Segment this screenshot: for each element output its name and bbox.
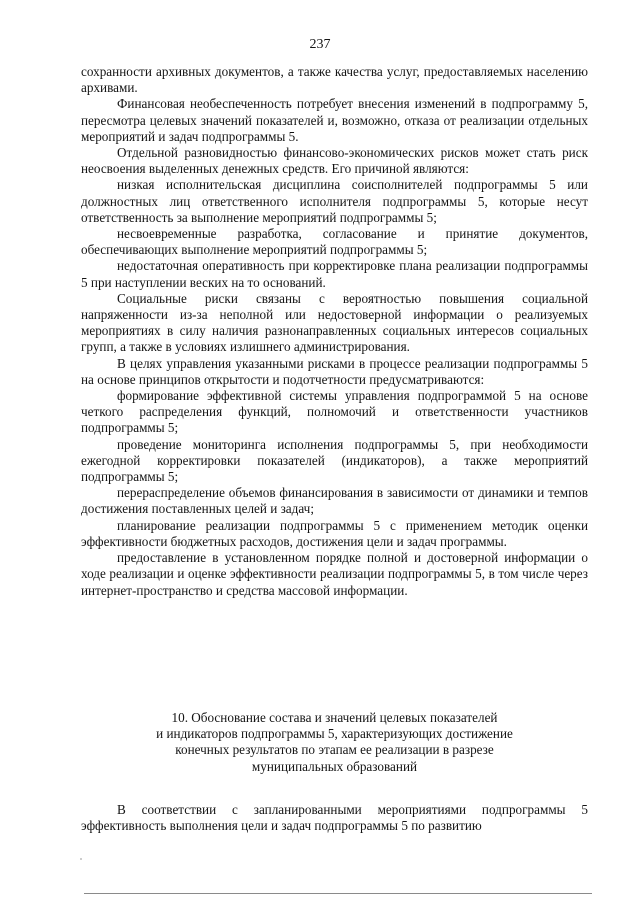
paragraph: недостаточная оперативность при корректировке плана реализации подпрограммы 5 при наступлении веских на то оснований. [81,258,588,290]
bottom-rule [84,893,592,894]
paragraph: проведение мониторинга исполнения подпрограммы 5, при необходимости ежегодной корректировки показателей (индикаторов), а также мероприятий подпрограммы 5; [81,436,588,485]
section-heading-line: муниципальных образований [251,758,418,774]
section-heading-line: 10. Обоснование состава и значений целевых показателей [171,710,498,725]
paragraph: Отдельной разновидностью финансово-экономических рисков может стать риск неосвоения выделенных денежных средств. Его причиной являются: [81,145,588,177]
paragraph: В соответствии с запланированными мероприятиями подпрограммы 5 эффективность выполнения цели и задач подпрограммы 5 по развитию [81,802,588,834]
paragraph: формирование эффективной системы управления подпрограммой 5 на основе четкого распределения функций, полномочий и ответственности участников подпрограммы 5; [81,388,588,436]
paragraph: Финансовая необеспеченность потребует внесения изменений в подпрограмму 5, пересмотра целевых значений показателей и, возможно, отказа от реализации отдельных мероприятий и задач подпрограммы 5. [81,96,588,144]
page-number: 237 [309,37,331,52]
body-text [81,64,588,599]
scan-speck [80,858,82,860]
section-heading-line: и индикаторов подпрограммы 5, характеризующих достижение [156,726,513,742]
paragraph: планирование реализации подпрограммы 5 с применением методик оценки эффективности бюджетных расходов, достижения цели и задач программы. [81,517,588,549]
paragraph: предоставление в установленном порядке полной и достоверной информации о ходе реализации и оценке эффективности реализации подпрограммы 5, в том числе через интернет-пространство и средства массовой информации. [81,550,588,598]
paragraph: сохранности архивных документов, а также качества услуг, предоставляемых населению архивами. [81,64,588,96]
paragraph: В целях управления указанными рисками в процессе реализации подпрограммы 5 на основе принципов открытости и подотчетности предусматриваются: [81,355,588,387]
section-heading-line: конечных результатов по этапам ее реализации в разрезе [175,742,494,758]
paragraph: несвоевременные разработка, согласование и принятие документов, обеспечивающих выполнение мероприятий подпрограммы 5; [81,226,588,258]
section-heading [81,710,588,775]
paragraph: низкая исполнительская дисциплина соисполнителей подпрограммы 5 или должностных лиц ответственного исполнителя подпрограммы 5, которые несут ответственность за выполнение мероприятий подпрограммы 5; [81,177,588,225]
final-text [81,802,588,834]
paragraph: Социальные риски связаны с вероятностью повышения социальной напряженности из-за неполной или недостоверной информации о реализуемых мероприятиях в силу наличия разнонаправленных социальных интересов социальных групп, а также в условиях излишнего администрирования. [81,290,588,355]
paragraph: перераспределение объемов финансирования в зависимости от динамики и темпов достижения поставленных целей и задач; [81,485,588,517]
